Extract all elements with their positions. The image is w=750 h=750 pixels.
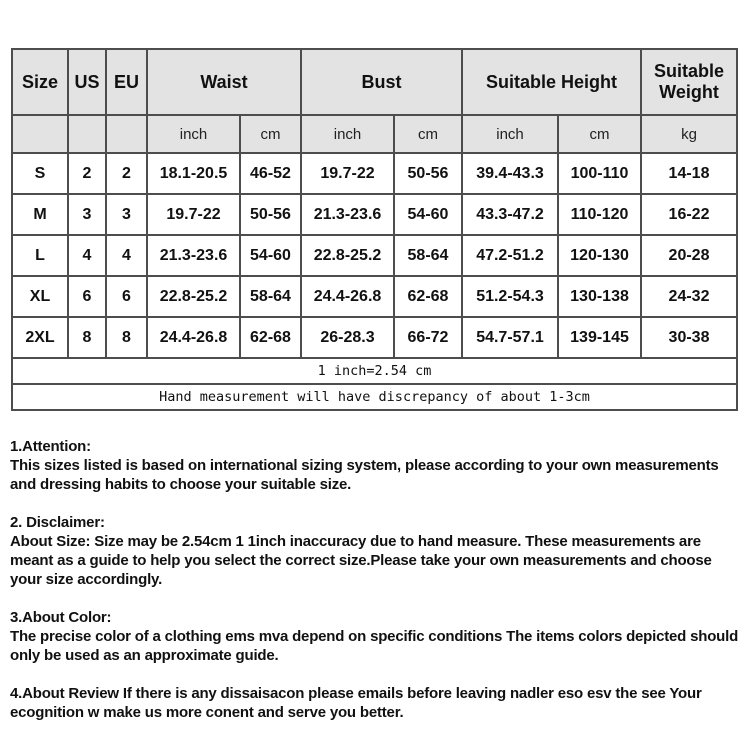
- column-header-eu: EU: [106, 49, 147, 115]
- cell-size: S: [12, 153, 68, 194]
- column-header-size: Size: [12, 49, 68, 115]
- section-body: The precise color of a clothing ems mva depend on specific conditions The items colors depicted should only be used as an approximate guide.: [10, 628, 739, 664]
- section-body: This sizes listed is based on international sizing system, please according to your own measurements and dressing habits to choose your suitable size.: [10, 457, 719, 493]
- cell-eu: 6: [106, 276, 147, 317]
- table-row-l: [12, 235, 737, 276]
- cell-bust-inch: 26-28.3: [301, 317, 394, 358]
- table-note-hand-measurement: [12, 384, 737, 410]
- cell-size: M: [12, 194, 68, 235]
- note-text: 1 inch=2.54 cm: [12, 358, 737, 384]
- cell-height-inch: 54.7-57.1: [462, 317, 558, 358]
- cell-waist-cm: 58-64: [240, 276, 301, 317]
- cell-bust-cm: 62-68: [394, 276, 462, 317]
- unit-bust-cm: cm: [394, 115, 462, 153]
- unit-bust-inch: inch: [301, 115, 394, 153]
- cell-bust-cm: 66-72: [394, 317, 462, 358]
- table-row-2xl: [12, 317, 737, 358]
- cell-waist-cm: 62-68: [240, 317, 301, 358]
- cell-weight-kg: 14-18: [641, 153, 737, 194]
- cell-empty: [68, 115, 106, 153]
- cell-empty: [12, 115, 68, 153]
- column-header-suitable-height: Suitable Height: [462, 49, 641, 115]
- unit-waist-cm: cm: [240, 115, 301, 153]
- cell-bust-inch: 24.4-26.8: [301, 276, 394, 317]
- section-about-review: [10, 684, 742, 722]
- cell-waist-inch: 24.4-26.8: [147, 317, 240, 358]
- cell-height-cm: 100-110: [558, 153, 641, 194]
- section-disclaimer: [10, 513, 742, 589]
- section-body: [10, 684, 742, 722]
- cell-bust-cm: 50-56: [394, 153, 462, 194]
- cell-size: XL: [12, 276, 68, 317]
- cell-waist-inch: 18.1-20.5: [147, 153, 240, 194]
- section-about-color: [10, 608, 742, 665]
- cell-bust-inch: 22.8-25.2: [301, 235, 394, 276]
- table-row-xl: [12, 276, 737, 317]
- section-heading: 1.Attention:: [10, 438, 91, 455]
- cell-waist-inch: 22.8-25.2: [147, 276, 240, 317]
- section-body: About Size: Size may be 2.54cm 1 1inch inaccuracy due to hand measure. These measurements are meant as a guide to help you select the correct size.Please take your own measurements and choose your size accordingly.: [10, 533, 712, 588]
- cell-eu: 8: [106, 317, 147, 358]
- cell-us: 8: [68, 317, 106, 358]
- column-header-us: US: [68, 49, 106, 115]
- cell-bust-inch: 21.3-23.6: [301, 194, 394, 235]
- cell-height-cm: 130-138: [558, 276, 641, 317]
- section-heading: 4.About Review: [10, 685, 119, 702]
- note-text: Hand measurement will have discrepancy of about 1-3cm: [12, 384, 737, 410]
- table-header-row: [12, 49, 737, 115]
- column-header-bust: Bust: [301, 49, 462, 115]
- notes-area: [10, 437, 742, 741]
- size-chart-table: [11, 48, 738, 411]
- cell-weight-kg: 24-32: [641, 276, 737, 317]
- table-row-s: [12, 153, 737, 194]
- cell-bust-cm: 54-60: [394, 194, 462, 235]
- cell-us: 6: [68, 276, 106, 317]
- section-heading: 2. Disclaimer:: [10, 514, 105, 531]
- cell-bust-cm: 58-64: [394, 235, 462, 276]
- cell-weight-kg: 20-28: [641, 235, 737, 276]
- unit-height-cm: cm: [558, 115, 641, 153]
- cell-height-cm: 110-120: [558, 194, 641, 235]
- cell-height-cm: 139-145: [558, 317, 641, 358]
- column-header-waist: Waist: [147, 49, 301, 115]
- cell-size: L: [12, 235, 68, 276]
- cell-bust-inch: 19.7-22: [301, 153, 394, 194]
- cell-waist-inch: 19.7-22: [147, 194, 240, 235]
- cell-waist-cm: 54-60: [240, 235, 301, 276]
- cell-empty: [106, 115, 147, 153]
- cell-us: 2: [68, 153, 106, 194]
- cell-height-inch: 47.2-51.2: [462, 235, 558, 276]
- cell-eu: 2: [106, 153, 147, 194]
- cell-waist-cm: 50-56: [240, 194, 301, 235]
- cell-weight-kg: 30-38: [641, 317, 737, 358]
- column-header-suitable-weight: Suitable Weight: [641, 49, 737, 115]
- unit-weight-kg: kg: [641, 115, 737, 153]
- table-row-m: [12, 194, 737, 235]
- cell-height-inch: 43.3-47.2: [462, 194, 558, 235]
- cell-eu: 3: [106, 194, 147, 235]
- cell-size: 2XL: [12, 317, 68, 358]
- unit-height-inch: inch: [462, 115, 558, 153]
- cell-us: 3: [68, 194, 106, 235]
- cell-height-inch: 39.4-43.3: [462, 153, 558, 194]
- cell-height-inch: 51.2-54.3: [462, 276, 558, 317]
- cell-eu: 4: [106, 235, 147, 276]
- unit-waist-inch: inch: [147, 115, 240, 153]
- cell-height-cm: 120-130: [558, 235, 641, 276]
- cell-waist-inch: 21.3-23.6: [147, 235, 240, 276]
- cell-weight-kg: 16-22: [641, 194, 737, 235]
- cell-waist-cm: 46-52: [240, 153, 301, 194]
- cell-us: 4: [68, 235, 106, 276]
- table-units-row: [12, 115, 737, 153]
- section-body-text: If there is any dissaisacon please emails before leaving nadler eso esv the see Your ecognition w make us more conent and serve you better.: [10, 685, 702, 721]
- table-note-inch-conversion: [12, 358, 737, 384]
- section-attention: [10, 437, 742, 494]
- section-heading: 3.About Color:: [10, 609, 112, 626]
